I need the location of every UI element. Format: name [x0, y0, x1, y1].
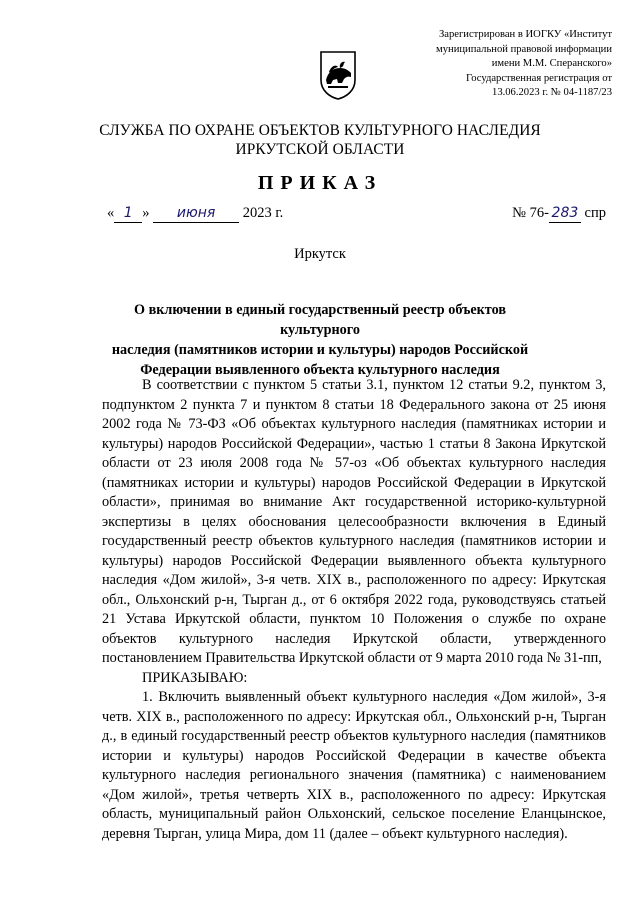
number-prefix: № 76- [512, 205, 549, 221]
registration-line-3: имени М.М. Сперанского» [491, 58, 612, 70]
document-type-heading: ПРИКАЗ [257, 172, 383, 194]
document-date [107, 205, 283, 223]
registration-line-5: 13.06.2023 г. № 04-1187/23 [492, 87, 612, 99]
title-line-2: наследия (памятников истории и культуры) народов Российской [111, 342, 529, 358]
date-month: июня [153, 205, 239, 223]
document-body [102, 376, 606, 844]
registration-line-1: Зарегистрирован в ИОГКУ «Институт [438, 29, 612, 40]
registration-line-2: муниципальной правовой информации [436, 43, 612, 55]
order-item-1: 1. Включить выявленный объект культурного наследия «Дом жилой», 3-я четв. XIX в., расположенного по адресу: Иркутская обл., Ольхонский р-н, Тырган д., в единый государственный реестр объектов культурного наследия (памятников истории и культуры) народов Российской Федерации в качестве объекта культурного наследия регионального значения (памятника) с наименованием «Дом жилой», третья четверть XIX в., расположенного по адресу: Иркутская область, муниципальный район Ольхонский, сельское поселение Еланцынское, деревня Тырган, улица Мира, дом 11 (далее – объект культурного наследия). [102, 689, 606, 842]
date-open-quote: « [107, 205, 115, 221]
body-paragraph-preamble: В соответствии с пунктом 5 статьи 3.1, пунктом 12 статьи 9.2, пунктом 3, подпунктом 2 пункта 7 и пунктом 8 статьи 18 Федерального закона от 25 июня 2002 года № 73-ФЗ «Об объектах культурного наследия (памятниках истории и культуры) народов Российской Федерации», частью 1 статьи 8 Закона Иркутской области от 23 июля 2008 года № 57-оз «Об объектах культурного наследия (памятниках истории и культуры) народов Российской Федерации в Иркутской области», принимая во внимание Акт государственной историко-культурной экспертизы в целях обоснования целесообразности включения в Единый государственный реестр объектов культурного наследия (памятников истории и культуры) народов Российской Федерации выявленного объекта культурного наследия «Дом жилой», 3-я четв. XIX в., расположенного по адресу: Иркутская обл., Ольхонский р-н, Тырган д., от 6 октября 2022 года, руководствуясь статьей 21 Устава Иркутской области, пунктом 10 Положения о службе по охране объектов культурного наследия Иркутской области, утвержденного постановлением Правительства Иркутской области от 9 марта 2010 года № 31-пп, [102, 377, 606, 666]
number-handwritten: 283 [549, 205, 581, 223]
orders-label: ПРИКАЗЫВАЮ: [142, 669, 248, 686]
city-name: Иркутск [294, 246, 346, 262]
agency-line-1: СЛУЖБА ПО ОХРАНЕ ОБЪЕКТОВ КУЛЬТУРНОГО НАСЛЕДИЯ [99, 122, 541, 139]
date-day: 1 [114, 205, 142, 223]
agency-line-2: ИРКУТСКОЙ ОБЛАСТИ [235, 141, 405, 158]
document-number [512, 205, 606, 223]
registration-stamp [412, 28, 612, 101]
agency-name [0, 121, 640, 159]
document-title [104, 300, 536, 380]
title-line-3: Федерации выявленного объекта культурного наследия [140, 362, 500, 378]
title-line-1: О включении в единый государственный реестр объектов культурного [133, 302, 506, 338]
date-year: 2023 г. [242, 205, 284, 221]
date-close-quote: » [142, 205, 150, 221]
registration-line-4: Государственная регистрация от [466, 72, 612, 84]
number-suffix: спр [584, 205, 606, 221]
coat-of-arms-icon [318, 50, 358, 100]
